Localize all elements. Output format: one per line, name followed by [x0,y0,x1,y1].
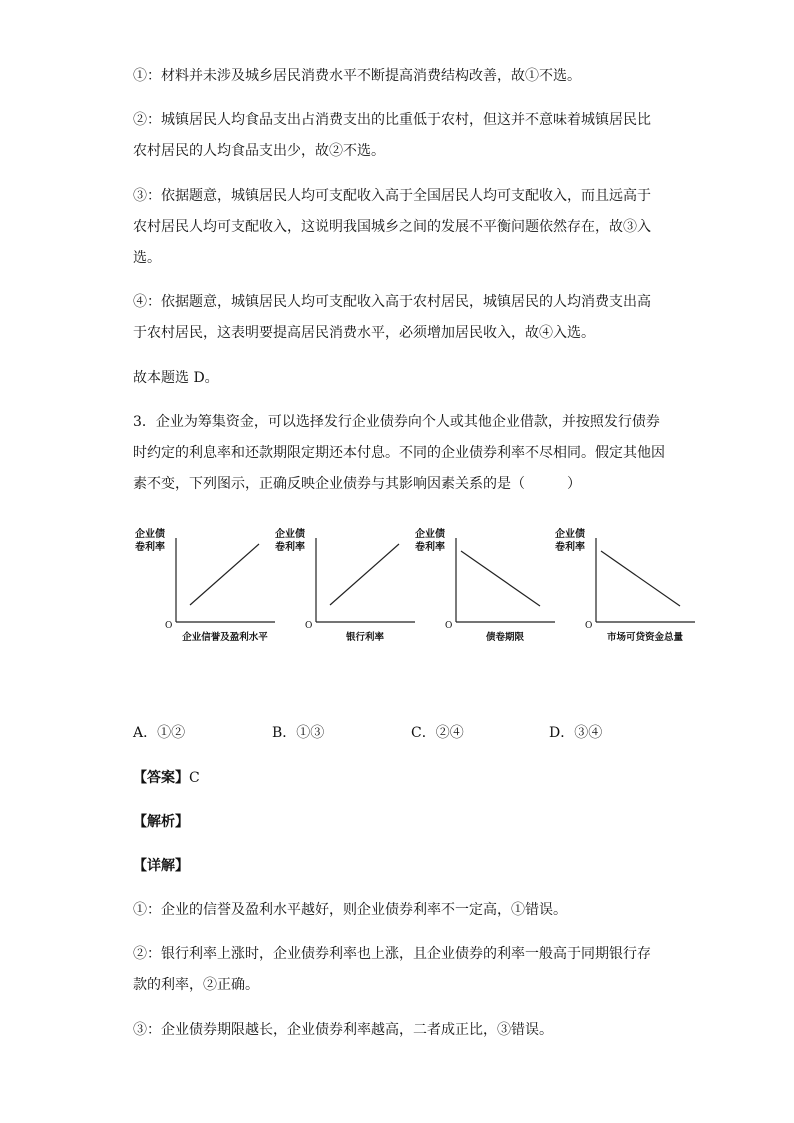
option-value: ②④ [435,725,464,741]
analysis-paragraph-4 [133,287,663,349]
detail-paragraph-1 [133,895,663,926]
option-letter: B． [272,725,297,741]
text-line: ③：依据题意，城镇居民人均可支配收入高于全国居民人均可支配收入，而且远高于 [133,188,651,204]
answer-options [133,722,653,746]
option-d[interactable] [549,722,602,742]
y-axis-label: 企业债 [135,529,165,540]
answer-value: C [189,770,200,786]
diagrams-svg [125,520,755,660]
trend-line [330,544,399,605]
analysis-paragraph-1 [133,61,663,92]
option-letter: A． [133,725,158,741]
analysis-heading [133,807,663,838]
detail-paragraph-2 [133,939,663,1001]
conclusion-line [133,363,663,394]
option-a[interactable] [133,722,185,742]
x-axis-label: 市场可贷资金总量 [606,632,684,643]
question-line: 3．企业为筹集资金，可以选择发行企业债券向个人或其他企业借款，并按照发行债券 [133,414,660,430]
option-c[interactable] [411,722,464,742]
text-line: ①：企业的信誉及盈利水平越好，则企业债券利率不一定高，①错误。 [133,902,567,918]
text-line: ④：依据题意，城镇居民人均可支配收入高于农村居民，城镇居民的人均消费支出高 [133,294,651,310]
y-axis-label: 企业债 [415,529,445,540]
option-letter: D． [549,725,575,741]
y-axis-label: 卷利率 [555,542,585,553]
text-line: 款的利率，②正确。 [133,977,259,993]
text-line: ①：材料并未涉及城乡居民消费水平不断提高消费结构改善，故①不选。 [133,68,581,84]
trend-line [190,544,259,605]
answer-line [133,763,663,794]
x-axis-label: 企业信誉及盈利水平 [182,632,268,643]
trend-line [601,551,680,606]
question-diagrams [125,520,755,660]
y-axis-label: 企业债 [555,529,585,540]
detail-heading [133,851,663,882]
origin-label: O [305,621,313,631]
option-letter: C． [411,725,436,741]
text-line: ③：企业债券期限越长，企业债券利率越高，二者成正比，③错误。 [133,1022,553,1038]
answer-label: 【答案】 [133,770,189,786]
diagram-4 [555,527,695,643]
text-line: 农村居民人均可支配收入，这说明我国城乡之间的发展不平衡问题依然存在，故③入 [133,219,651,235]
y-axis-label: 企业债 [275,529,305,540]
question-line: 素不变，下列图示，正确反映企业债券与其影响因素关系的是（ ） [133,476,581,492]
text-line: 于农村居民，这表明要提高居民消费水平，必须增加居民收入，故④入选。 [133,325,595,341]
detail-label: 【详解】 [133,858,189,874]
text-line: 农村居民的人均食品支出少，故②不选。 [133,143,385,159]
origin-label: O [445,621,453,631]
text-line: 故本题选 D。 [133,370,219,386]
origin-label: O [165,621,173,631]
diagram-3 [415,527,555,643]
y-axis-label: 卷利率 [135,542,165,553]
option-value: ①② [157,725,186,741]
detail-paragraph-3 [133,1015,663,1046]
option-value: ①③ [296,725,325,741]
text-line: ②：城镇居民人均食品支出占消费支出的比重低于农村，但这并不意味着城镇居民比 [133,112,651,128]
analysis-paragraph-3 [133,181,663,274]
diagram-2 [275,527,415,643]
question-line: 时约定的利息率和还款期限定期还本付息。不同的企业债券利率不尽相同。假定其他因 [133,445,665,461]
y-axis-label: 卷利率 [275,542,305,553]
option-value: ③④ [574,725,603,741]
analysis-paragraph-2 [133,105,663,167]
option-b[interactable] [272,722,324,742]
question-3 [133,407,663,500]
origin-label: O [585,621,593,631]
x-axis-label: 债卷期限 [485,632,525,643]
text-line: 选。 [133,250,161,266]
x-axis-label: 银行利率 [345,632,385,643]
diagram-1 [135,527,275,643]
y-axis-label: 卷利率 [415,542,445,553]
trend-line [461,551,540,606]
text-line: ②：银行利率上涨时，企业债券利率也上涨，且企业债券的利率一般高于同期银行存 [133,946,651,962]
analysis-label: 【解析】 [133,814,189,830]
